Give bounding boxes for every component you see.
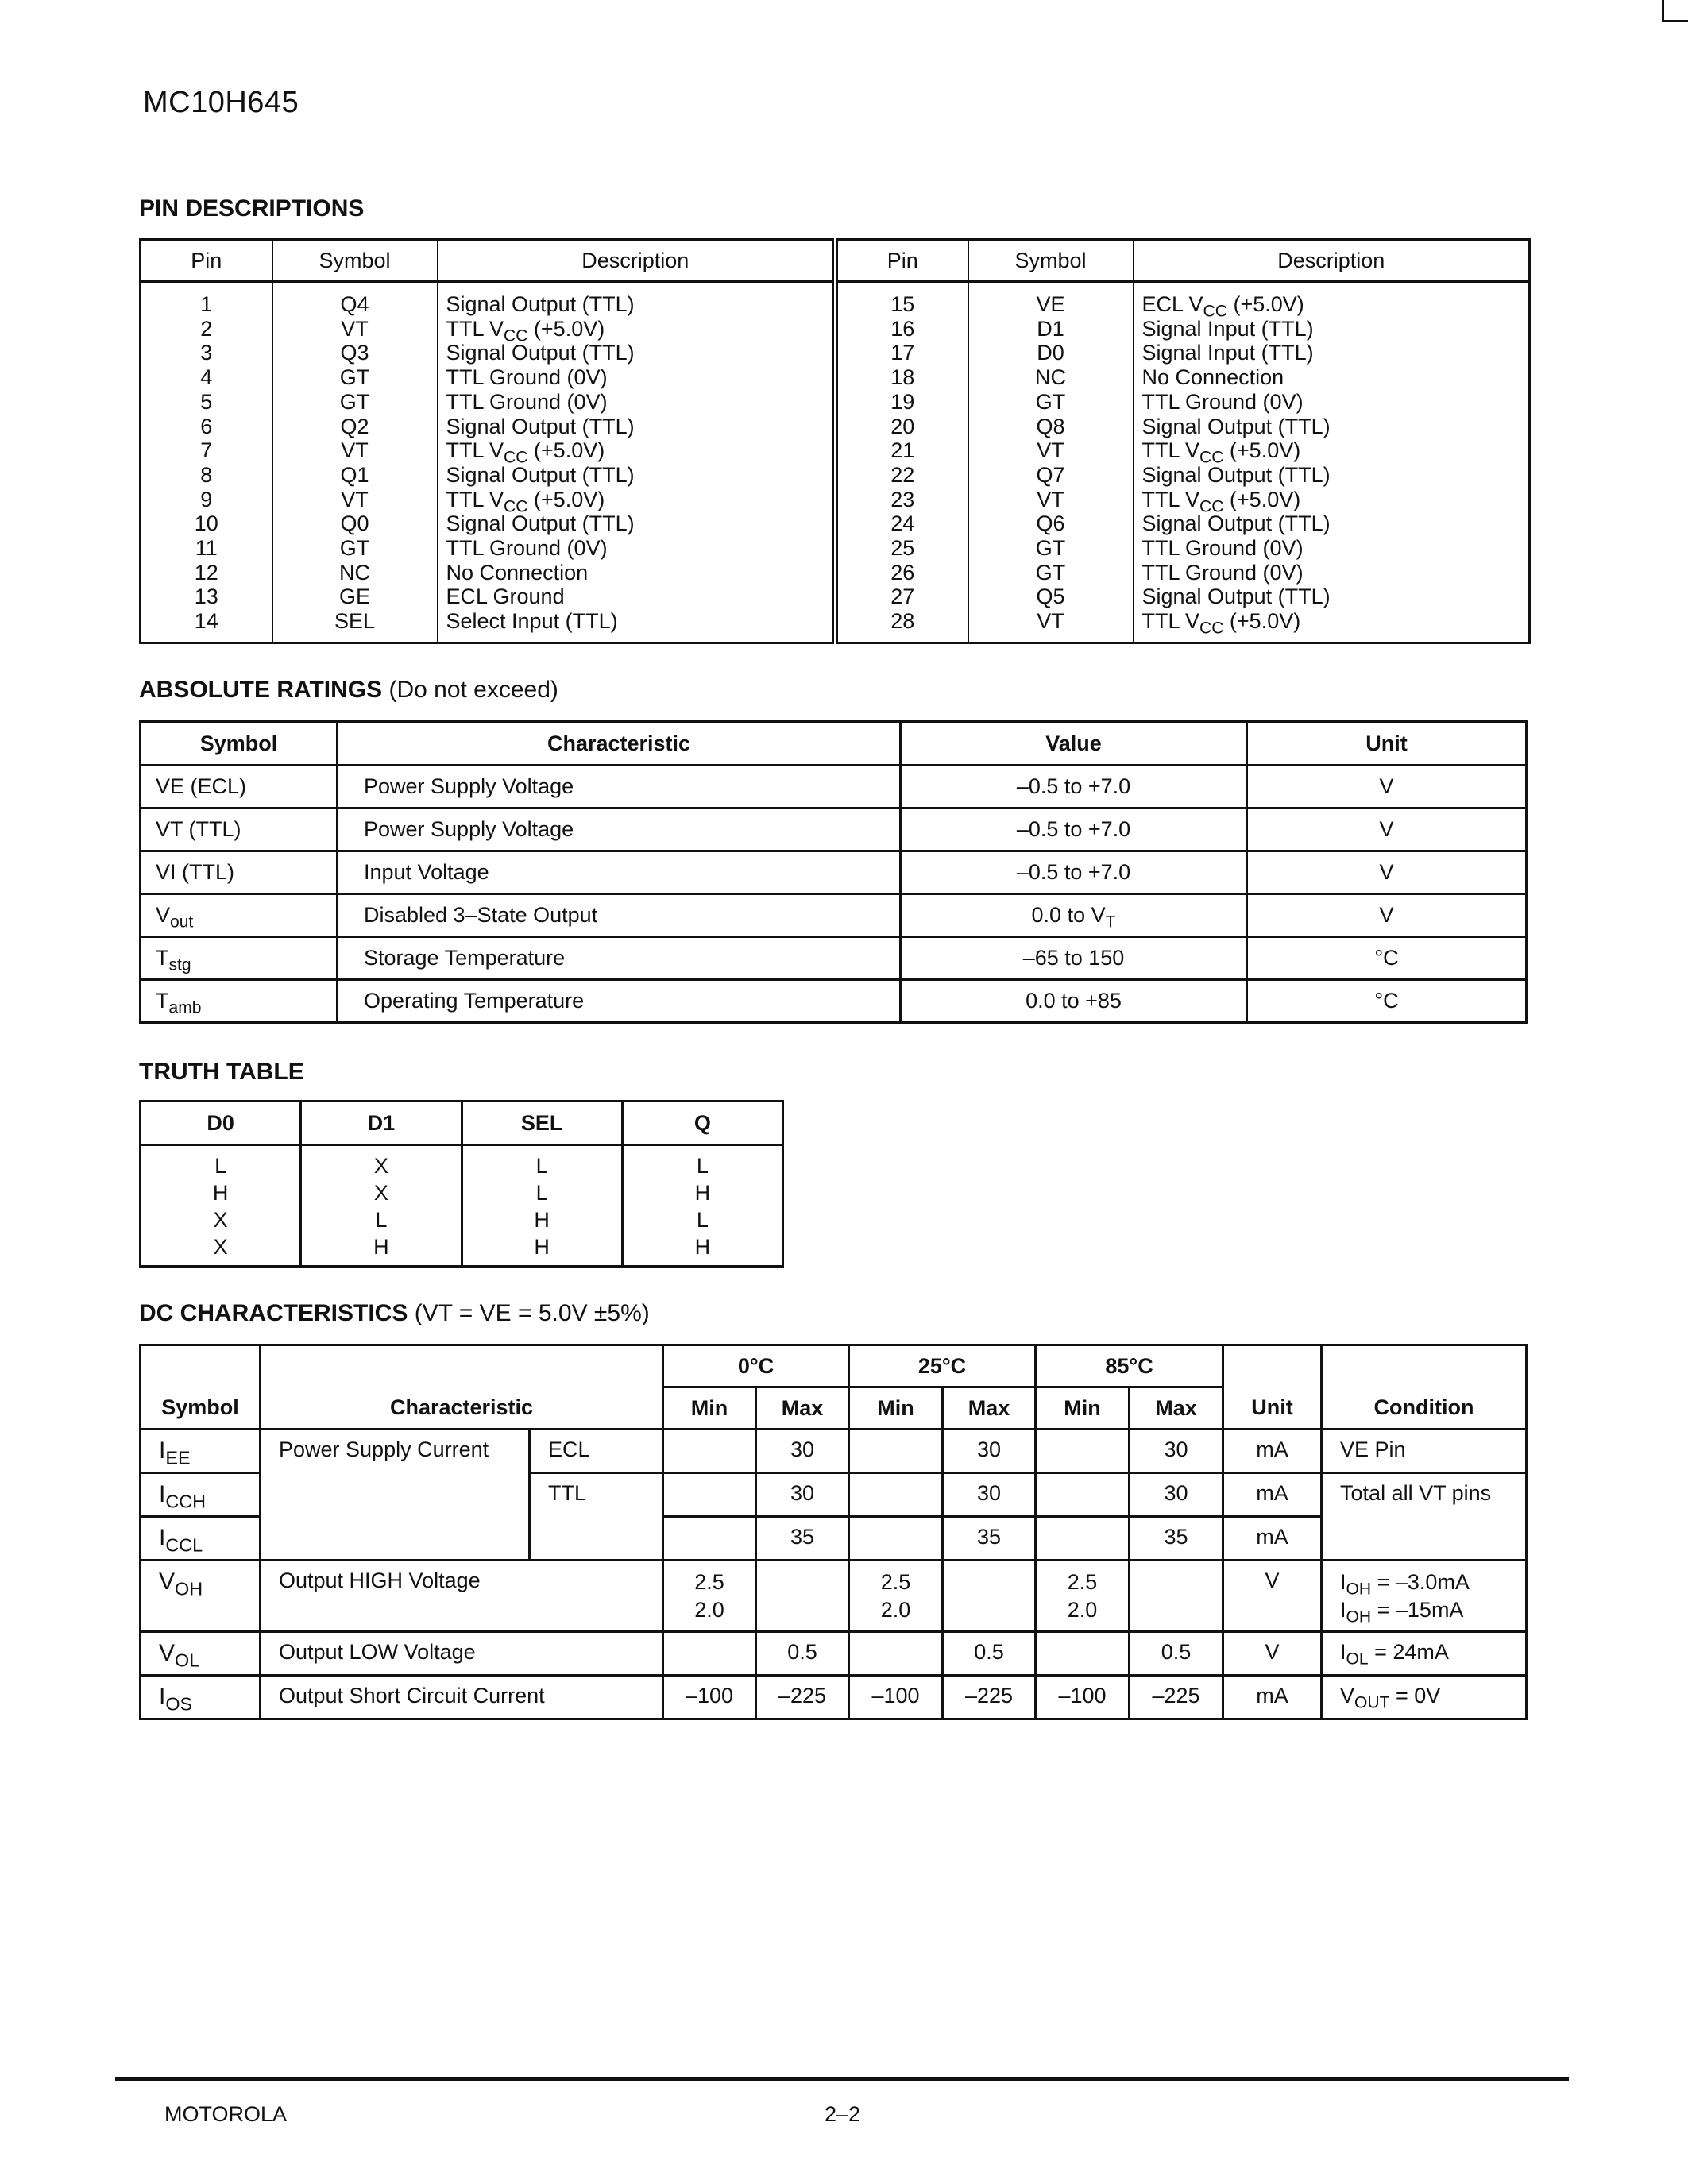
dc-type-ecl: ECL <box>530 1430 663 1473</box>
dc-value: –100 <box>1036 1676 1130 1719</box>
cell-value: 4 <box>200 365 213 390</box>
rating-unit: V <box>1247 894 1527 937</box>
cell-value: L <box>214 1154 227 1178</box>
cell-value: 19 <box>890 389 915 414</box>
rating-characteristic: Operating Temperature <box>338 980 901 1023</box>
rating-symbol: $V_{out}$ <box>141 894 338 937</box>
cell-value: X <box>373 1181 388 1205</box>
rating-unit: °C <box>1247 980 1527 1023</box>
cell-value: GE <box>338 585 370 609</box>
col-header-pin-right: Pin <box>836 240 968 282</box>
cell-value: 17 <box>890 341 915 365</box>
dc-col-temp-25c: 25°C <box>849 1345 1036 1387</box>
cell-value: VT <box>341 487 369 511</box>
cell-value: H <box>534 1235 550 1259</box>
cell-value: L <box>375 1208 388 1232</box>
cell-value: 8 <box>200 462 213 487</box>
dc-condition: $I_{OL} = 24mA$ <box>1322 1632 1527 1676</box>
pin-description: Signal Output (TTL) <box>1141 585 1331 609</box>
dc-value: 0.5 <box>1130 1632 1223 1676</box>
truth-header-row <box>141 1102 783 1145</box>
rating-unit: °C <box>1247 937 1527 980</box>
cell-value: 9 <box>200 487 213 511</box>
pin-description: Signal Output (TTL) <box>1141 511 1331 536</box>
cell-value: 12 <box>194 560 218 585</box>
cell-value: D0 <box>1037 341 1064 365</box>
ratings-col-unit: Unit <box>1247 722 1527 766</box>
dc-col-temp-85c: 85°C <box>1036 1345 1223 1387</box>
dc-value: –100 <box>849 1676 943 1719</box>
col-header-symbol-right: Symbol <box>968 240 1134 282</box>
cell-value: GT <box>1035 389 1066 414</box>
rating-unit: V <box>1247 851 1527 894</box>
cell-value: Q0 <box>340 511 369 536</box>
dc-row-vol <box>141 1632 1527 1676</box>
cell-value: 7 <box>200 438 213 463</box>
dc-value: –225 <box>756 1676 849 1719</box>
dc-col-symbol: Symbol <box>141 1345 261 1430</box>
rating-symbol: VE (ECL) <box>141 766 338 808</box>
rating-value: –0.5 to +7.0 <box>901 851 1247 894</box>
rating-characteristic: Input Voltage <box>338 851 901 894</box>
pin-description: TTL Ground (0V) <box>1141 536 1304 561</box>
truth-body-row <box>141 1145 783 1267</box>
dc-col-max: Max <box>756 1387 849 1430</box>
cell-value: Q4 <box>340 292 369 316</box>
pin-description: No Connection <box>1141 365 1284 390</box>
pin-description: Signal Output (TTL) <box>446 511 635 536</box>
cell-value: H <box>694 1235 711 1259</box>
dc-header-row-1 <box>141 1345 1527 1387</box>
rating-value: 0.0 to +85 <box>901 980 1247 1023</box>
dc-symbol-iccl: $I_{CCL}$ <box>141 1517 261 1561</box>
truth-col-d1: D1 <box>301 1102 462 1145</box>
cell-value: Q2 <box>340 414 369 438</box>
cell-value: 27 <box>890 585 915 609</box>
pin-symbols-left <box>272 282 438 643</box>
dc-value: 2.5 2.0 <box>1036 1561 1130 1632</box>
pin-description: Signal Output (TTL) <box>446 341 635 365</box>
cell-value: 11 <box>195 536 218 561</box>
pin-descriptions-right <box>1134 282 1530 643</box>
dc-value: 35 <box>1130 1517 1223 1561</box>
pin-description: TTL Ground (0V) <box>1141 389 1304 414</box>
pin-symbols-right <box>968 282 1134 643</box>
pin-description: Signal Output (TTL) <box>1141 462 1331 487</box>
pin-description: Signal Output (TTL) <box>1141 414 1331 438</box>
cell-value: 25 <box>890 536 915 561</box>
cell-value: Q3 <box>340 341 369 365</box>
pin-numbers-left <box>141 282 272 643</box>
cell-value: 20 <box>890 414 915 438</box>
pin-description: No Connection <box>446 560 589 585</box>
dc-value: 30 <box>943 1473 1036 1517</box>
dc-row-voh <box>141 1561 1527 1632</box>
cell-value: VT <box>341 316 369 341</box>
pin-description: TTL $V_{CC}$ (+5.0V) <box>1141 438 1301 467</box>
absolute-ratings-title-text: ABSOLUTE RATINGS <box>139 677 383 703</box>
rating-symbol: $T_{stg}$ <box>141 937 338 980</box>
pin-table-header-row <box>141 240 1530 282</box>
dc-value: –225 <box>1130 1676 1223 1719</box>
rating-value: –65 to 150 <box>901 937 1247 980</box>
cell-value: 5 <box>200 389 213 414</box>
cell-value: 3 <box>200 341 213 365</box>
cell-value: VT <box>1037 487 1064 511</box>
rating-symbol: VI (TTL) <box>141 851 338 894</box>
pin-description: Signal Input (TTL) <box>1141 316 1314 341</box>
dc-unit: mA <box>1223 1473 1322 1517</box>
pin-description: TTL $V_{CC}$ (+5.0V) <box>446 316 605 345</box>
pin-description: TTL Ground (0V) <box>446 365 608 390</box>
cell-value: 6 <box>200 414 213 438</box>
dc-unit: mA <box>1223 1517 1322 1561</box>
pin-description: ECL Ground <box>446 585 565 609</box>
rating-value: –0.5 to +7.0 <box>901 766 1247 808</box>
col-header-symbol: Symbol <box>272 240 438 282</box>
truth-table-title: TRUTH TABLE <box>139 1059 304 1085</box>
dc-condition: VE Pin <box>1322 1430 1527 1473</box>
dc-value: 0.5 <box>943 1632 1036 1676</box>
dc-condition: $V_{OUT} = 0V$ <box>1322 1676 1527 1719</box>
rating-value: 0.0 to $V_T$ <box>901 894 1247 937</box>
absolute-ratings-title <box>139 677 558 704</box>
cell-value: VT <box>1037 609 1064 634</box>
dc-condition: $I_{OH} = -3.0mA$ $I_{OH} = -15mA$ <box>1322 1561 1527 1632</box>
pin-description: Signal Output (TTL) <box>446 292 635 316</box>
dc-value: 2.5 2.0 <box>663 1561 756 1632</box>
cell-value: GT <box>1035 560 1066 585</box>
cell-value: L <box>535 1181 548 1205</box>
pin-description: TTL $V_{CC}$ (+5.0V) <box>446 438 605 467</box>
absolute-ratings-table <box>139 720 1528 1024</box>
cell-value: 13 <box>194 585 218 609</box>
pin-numbers-right <box>836 282 968 643</box>
cell-value: Q6 <box>1036 511 1065 536</box>
cell-value: L <box>696 1154 709 1178</box>
rating-characteristic: Power Supply Voltage <box>338 766 901 808</box>
pin-description: Signal Input (TTL) <box>1141 341 1314 365</box>
dc-col-max: Max <box>943 1387 1036 1430</box>
dc-col-max: Max <box>1130 1387 1223 1430</box>
cell-value: X <box>213 1208 228 1232</box>
rating-value: –0.5 to +7.0 <box>901 808 1247 851</box>
ratings-row <box>141 808 1527 851</box>
pin-description: TTL $V_{CC}$ (+5.0V) <box>1141 487 1301 516</box>
dc-symbol-iee: $I_{EE}$ <box>141 1430 261 1473</box>
corner-crop-mark <box>1662 0 1688 22</box>
cell-value: Q5 <box>1036 585 1065 609</box>
cell-value: 24 <box>890 511 915 536</box>
ratings-row <box>141 851 1527 894</box>
pin-table-body-row <box>141 282 1530 643</box>
cell-value: H <box>694 1181 711 1205</box>
dc-value: 0.5 <box>756 1632 849 1676</box>
ratings-row <box>141 894 1527 937</box>
cell-value: L <box>535 1154 548 1178</box>
cell-value: GT <box>339 536 370 561</box>
dc-unit: mA <box>1223 1430 1322 1473</box>
dc-col-condition: Condition <box>1322 1345 1527 1430</box>
ratings-col-characteristic: Characteristic <box>338 722 901 766</box>
dc-unit: V <box>1223 1561 1322 1632</box>
rating-unit: V <box>1247 766 1527 808</box>
pin-description: Select Input (TTL) <box>446 609 618 634</box>
dc-value: 30 <box>1130 1473 1223 1517</box>
pin-description: TTL $V_{CC}$ (+5.0V) <box>446 487 605 516</box>
ratings-body <box>141 766 1527 1023</box>
dc-col-min: Min <box>1036 1387 1130 1430</box>
dc-char-output-high: Output HIGH Voltage <box>261 1561 663 1632</box>
ratings-header-row <box>141 722 1527 766</box>
ratings-row <box>141 980 1527 1023</box>
dc-value: 30 <box>1130 1430 1223 1473</box>
pin-description: TTL Ground (0V) <box>446 536 608 561</box>
pin-descriptions-left <box>438 282 836 643</box>
ratings-col-symbol: Symbol <box>141 722 338 766</box>
dc-condition: Total all VT pins <box>1322 1473 1527 1561</box>
dc-unit: mA <box>1223 1676 1322 1719</box>
pin-description: TTL $V_{CC}$ (+5.0V) <box>1141 609 1301 638</box>
cell-value: 14 <box>194 609 218 634</box>
rating-symbol: $T_{amb}$ <box>141 980 338 1023</box>
dc-title-text: DC CHARACTERISTICS <box>139 1300 408 1326</box>
dc-value: 30 <box>756 1430 849 1473</box>
dc-characteristics-table <box>139 1344 1528 1720</box>
dc-unit: V <box>1223 1632 1322 1676</box>
rating-unit: V <box>1247 808 1527 851</box>
pin-description: Signal Output (TTL) <box>446 462 635 487</box>
pin-description: Signal Output (TTL) <box>446 414 635 438</box>
ratings-row <box>141 766 1527 808</box>
dc-symbol-vol: $V_{OL}$ <box>141 1632 261 1676</box>
truth-q-values <box>622 1145 782 1267</box>
truth-col-q: Q <box>622 1102 782 1145</box>
dc-row-ios <box>141 1676 1527 1719</box>
cell-value: L <box>696 1208 709 1232</box>
pin-description: TTL Ground (0V) <box>446 389 608 414</box>
cell-value: VT <box>341 438 369 463</box>
dc-col-unit: Unit <box>1223 1345 1322 1430</box>
cell-value: Q8 <box>1036 414 1065 438</box>
cell-value: D1 <box>1037 316 1064 341</box>
dc-char-power-supply-current: Power Supply Current <box>261 1430 530 1561</box>
cell-value: 21 <box>890 438 915 463</box>
truth-col-sel: SEL <box>462 1102 622 1145</box>
dc-col-temp-0c: 0°C <box>663 1345 849 1387</box>
cell-value: Q7 <box>1036 462 1065 487</box>
dc-value: 30 <box>756 1473 849 1517</box>
dc-value: 35 <box>756 1517 849 1561</box>
rating-symbol: VT (TTL) <box>141 808 338 851</box>
cell-value: 22 <box>890 462 915 487</box>
cell-value: VT <box>1037 438 1064 463</box>
cell-value: 16 <box>890 316 915 341</box>
dc-characteristics-subtitle: (VT = VE = 5.0V ±5%) <box>414 1300 650 1326</box>
dc-value: –100 <box>663 1676 756 1719</box>
dc-value: 35 <box>943 1517 1036 1561</box>
cell-value: H <box>534 1208 550 1232</box>
cell-value: X <box>373 1154 388 1178</box>
cell-value: NC <box>1035 365 1066 390</box>
dc-col-min: Min <box>849 1387 943 1430</box>
rating-characteristic: Power Supply Voltage <box>338 808 901 851</box>
cell-value: GT <box>339 389 370 414</box>
truth-d1-values <box>301 1145 462 1267</box>
truth-d0-values <box>141 1145 301 1267</box>
cell-value: 18 <box>890 365 915 390</box>
cell-value: 26 <box>890 560 915 585</box>
cell-value: 10 <box>194 511 218 536</box>
absolute-ratings-subtitle: (Do not exceed) <box>388 677 558 703</box>
dc-symbol-icch: $I_{CCH}$ <box>141 1473 261 1517</box>
truth-sel-values <box>462 1145 622 1267</box>
dc-col-min: Min <box>663 1387 756 1430</box>
cell-value: 15 <box>890 292 915 316</box>
dc-value: –225 <box>943 1676 1036 1719</box>
dc-characteristics-title <box>139 1300 650 1327</box>
rating-characteristic: Disabled 3–State Output <box>338 894 901 937</box>
ratings-row <box>141 937 1527 980</box>
dc-char-output-low: Output LOW Voltage <box>261 1632 663 1676</box>
dc-value: 30 <box>943 1430 1036 1473</box>
cell-value: 28 <box>890 609 915 634</box>
col-header-pin: Pin <box>141 240 272 282</box>
footer-brand: MOTOROLA <box>164 2102 288 2126</box>
footer-rule <box>115 2077 1569 2081</box>
cell-value: VE <box>1036 292 1065 316</box>
footer-page-number: 2–2 <box>825 2102 861 2126</box>
cell-value: SEL <box>334 609 376 634</box>
col-header-description-right: Description <box>1134 240 1530 282</box>
dc-symbol-voh: $V_{OH}$ <box>141 1561 261 1632</box>
part-number: MC10H645 <box>143 86 299 119</box>
cell-value: X <box>213 1235 228 1259</box>
pin-descriptions-table <box>139 238 1531 644</box>
pin-descriptions-title: PIN DESCRIPTIONS <box>139 195 365 222</box>
truth-table <box>139 1100 784 1268</box>
cell-value: Q1 <box>340 462 369 487</box>
dc-char-short-circuit: Output Short Circuit Current <box>261 1676 663 1719</box>
dc-row-iee <box>141 1430 1527 1473</box>
dc-type-ttl: TTL <box>530 1473 663 1561</box>
dc-col-characteristic: Characteristic <box>261 1345 663 1430</box>
pin-description: ECL $V_{CC}$ (+5.0V) <box>1141 292 1304 321</box>
cell-value: NC <box>339 560 370 585</box>
dc-value: 2.5 2.0 <box>849 1561 943 1632</box>
truth-col-d0: D0 <box>141 1102 301 1145</box>
pin-description: TTL Ground (0V) <box>1141 560 1304 585</box>
cell-value: GT <box>1035 536 1066 561</box>
col-header-description: Description <box>438 240 836 282</box>
cell-value: H <box>212 1181 229 1205</box>
rating-characteristic: Storage Temperature <box>338 937 901 980</box>
dc-symbol-ios: $I_{OS}$ <box>141 1676 261 1719</box>
cell-value: H <box>373 1235 389 1259</box>
cell-value: 1 <box>200 292 213 316</box>
cell-value: 23 <box>890 487 915 511</box>
cell-value: GT <box>339 365 370 390</box>
cell-value: 2 <box>200 316 213 341</box>
ratings-col-value: Value <box>901 722 1247 766</box>
